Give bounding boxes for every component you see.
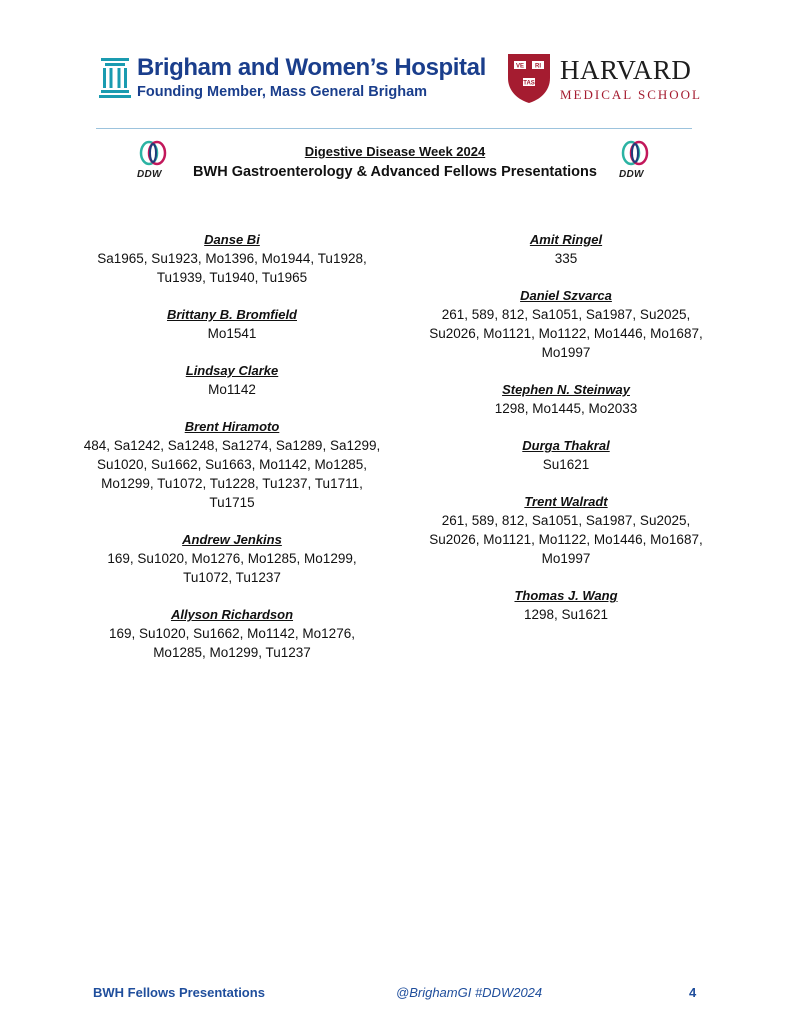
event-title: Digestive Disease Week 2024 bbox=[304, 144, 486, 159]
bwh-title: Brigham and Women’s Hospital bbox=[137, 54, 486, 81]
harvard-subtitle: MEDICAL SCHOOL bbox=[560, 87, 702, 102]
presenters-left-column bbox=[82, 230, 382, 680]
presentation-codes: 169, Su1020, Su1662, Mo1142, Mo1276, Mo1285, Mo1299, Tu1237 bbox=[109, 626, 355, 660]
presenter-name: Daniel Szvarca bbox=[520, 288, 612, 303]
presenter-entry bbox=[82, 230, 382, 287]
presentation-codes: 261, 589, 812, Sa1051, Sa1987, Su2025, Su2026, Mo1121, Mo1122, Mo1446, Mo1687, Mo1997 bbox=[429, 307, 703, 360]
presenter-entry bbox=[82, 605, 382, 662]
presenter-name: Danse Bi bbox=[204, 232, 260, 247]
presenter-name: Allyson Richardson bbox=[170, 607, 294, 622]
presentation-codes: 1298, Su1621 bbox=[523, 607, 609, 622]
bwh-building-icon bbox=[99, 56, 131, 100]
presenter-entry bbox=[82, 417, 382, 512]
header-divider bbox=[96, 128, 692, 129]
presentation-codes: 335 bbox=[554, 251, 578, 266]
presenter-name: Thomas J. Wang bbox=[514, 588, 618, 603]
shield-word-3: TAS bbox=[523, 80, 535, 87]
presenter-name: Durga Thakral bbox=[522, 438, 610, 453]
ddw-rings-icon bbox=[136, 139, 176, 169]
presenter-entry bbox=[416, 492, 716, 568]
presentation-codes: Mo1142 bbox=[208, 382, 256, 397]
presenter-entry bbox=[416, 230, 716, 268]
presenter-entry bbox=[82, 530, 382, 587]
presenter-entry bbox=[416, 586, 716, 624]
presenter-name: Stephen N. Steinway bbox=[502, 382, 630, 397]
ddw-logo-left bbox=[136, 139, 176, 183]
presentation-codes: 169, Su1020, Mo1276, Mo1285, Mo1299, Tu1072, Tu1237 bbox=[107, 551, 357, 585]
harvard-title: HARVARD bbox=[560, 55, 692, 85]
presenter-name: Brittany B. Bromfield bbox=[166, 307, 297, 322]
presenter-entry bbox=[416, 436, 716, 474]
ddw-label: DDW bbox=[137, 169, 162, 180]
presenter-name: Andrew Jenkins bbox=[182, 532, 282, 547]
ddw-logo-right bbox=[618, 139, 658, 183]
presentation-codes: 261, 589, 812, Sa1051, Sa1987, Su2025, Su2026, Mo1121, Mo1122, Mo1446, Mo1687, Mo1997 bbox=[429, 513, 703, 566]
footer-hashtags: @BrighamGI #DDW2024 bbox=[396, 985, 543, 1000]
presenter-name: Amit Ringel bbox=[529, 232, 603, 247]
presenter-entry bbox=[82, 361, 382, 399]
presenter-entry bbox=[416, 286, 716, 362]
footer-title: BWH Fellows Presentations bbox=[93, 985, 265, 1000]
presenter-entry bbox=[82, 305, 382, 343]
event-subtitle: BWH Gastroenterology & Advanced Fellows Presentations bbox=[193, 164, 597, 180]
presentation-codes: 484, Sa1242, Sa1248, Sa1274, Sa1289, Sa1299, Su1020, Su1662, Su1663, Mo1142, Mo1285, Mo1299, Tu1072, Tu1228, Tu1237, Tu1711, Tu1715 bbox=[83, 438, 381, 510]
shield-word-2: RI bbox=[535, 63, 541, 70]
ddw-rings-icon bbox=[618, 139, 658, 169]
harvard-logo bbox=[506, 52, 702, 104]
ddw-label: DDW bbox=[619, 169, 644, 180]
presentation-codes: Su1621 bbox=[542, 457, 590, 472]
shield-word-1: VE bbox=[515, 63, 525, 70]
harvard-shield-icon bbox=[506, 52, 552, 104]
presentation-codes: 1298, Mo1445, Mo2033 bbox=[494, 401, 638, 416]
bwh-logo bbox=[99, 54, 486, 104]
presenter-name: Lindsay Clarke bbox=[185, 363, 279, 378]
presenter-name: Trent Walradt bbox=[524, 494, 608, 509]
presentation-codes: Mo1541 bbox=[207, 326, 257, 341]
presenter-entry bbox=[416, 380, 716, 418]
presentation-codes: Sa1965, Su1923, Mo1396, Mo1944, Tu1928, Tu1939, Tu1940, Tu1965 bbox=[97, 251, 367, 285]
presenter-name: Brent Hiramoto bbox=[184, 419, 280, 434]
page-number: 4 bbox=[689, 985, 697, 1000]
bwh-subtitle: Founding Member, Mass General Brigham bbox=[137, 84, 428, 100]
presenters-right-column bbox=[416, 230, 716, 642]
